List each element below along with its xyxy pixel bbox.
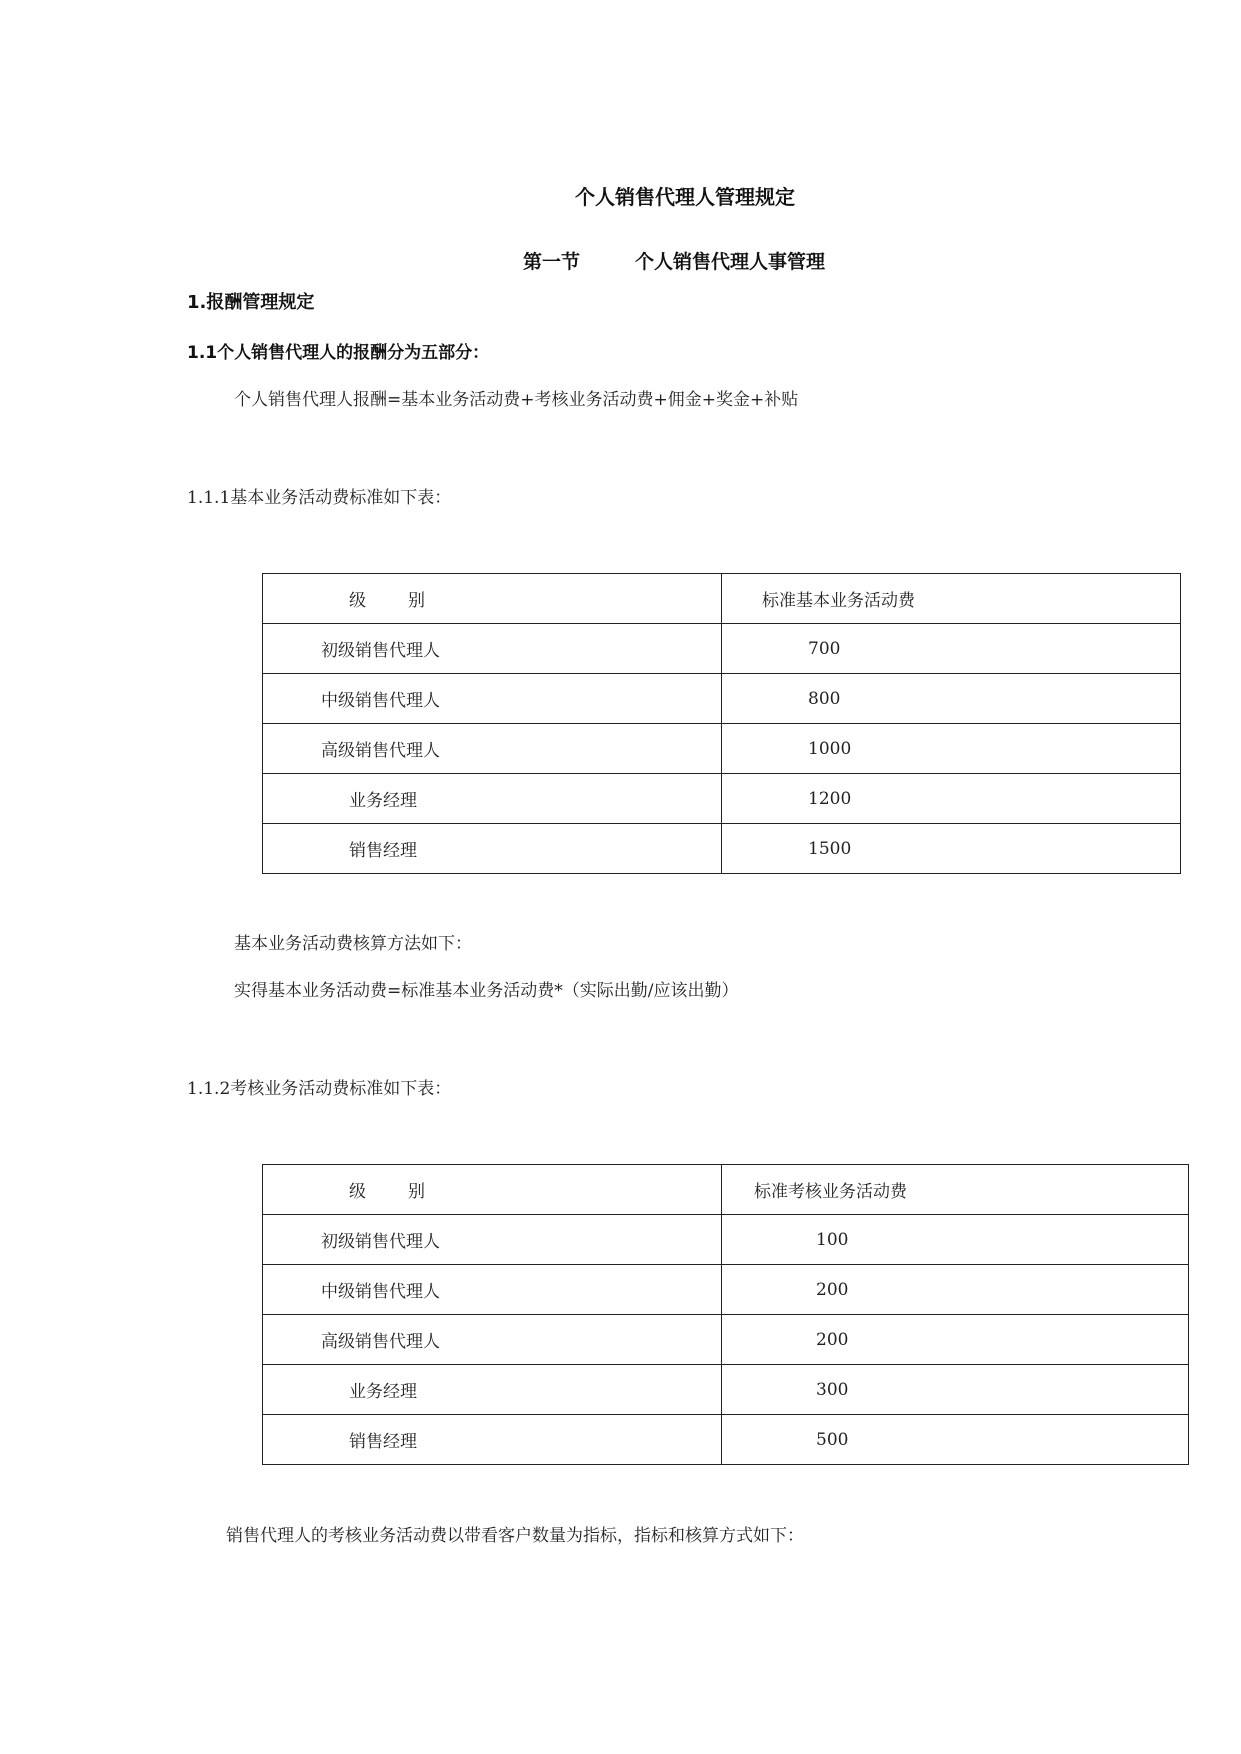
basic-fee-table	[262, 573, 1181, 874]
table-row	[263, 624, 1181, 674]
table-cell-level: 高级销售代理人	[263, 724, 722, 774]
table-cell-level: 业务经理	[263, 1365, 722, 1415]
assessment-fee-closing-text: 销售代理人的考核业务活动费以带看客户数量为指标，指标和核算方式如下：	[226, 1526, 804, 1546]
table-cell-level: 初级销售代理人	[263, 1215, 722, 1265]
remuneration-formula: 个人销售代理人报酬=基本业务活动费+考核业务活动费+佣金+奖金+补贴	[234, 390, 799, 410]
table-row	[263, 1415, 1189, 1465]
table-cell-level: 初级销售代理人	[263, 624, 722, 674]
table-header-standard-fee: 标准考核业务活动费	[722, 1165, 1189, 1215]
table-cell-value: 100	[722, 1215, 1189, 1265]
assessment-fee-table	[262, 1164, 1189, 1465]
table-row	[263, 724, 1181, 774]
table-cell-level: 高级销售代理人	[263, 1315, 722, 1365]
table-cell-value: 1000	[722, 724, 1181, 774]
header-level-char-a: 级	[349, 591, 366, 611]
table-cell-value: 1500	[722, 824, 1181, 874]
document-title: 个人销售代理人管理规定	[575, 185, 795, 209]
table-cell-value: 700	[722, 624, 1181, 674]
table-cell-level: 中级销售代理人	[263, 674, 722, 724]
table-cell-level: 业务经理	[263, 774, 722, 824]
heading-remuneration-rules: 1.报酬管理规定	[187, 292, 315, 313]
heading-remuneration-parts: 1.1个人销售代理人的报酬分为五部分：	[187, 343, 490, 363]
table-row	[263, 824, 1181, 874]
table-cell-value: 800	[722, 674, 1181, 724]
table-cell-level: 中级销售代理人	[263, 1265, 722, 1315]
section-label: 第一节	[523, 251, 581, 273]
table-row	[263, 1365, 1189, 1415]
table-cell-value: 1200	[722, 774, 1181, 824]
table-cell-value: 200	[722, 1265, 1189, 1315]
heading-basic-fee-table: 1.1.1基本业务活动费标准如下表：	[187, 488, 452, 508]
table-cell-value: 300	[722, 1365, 1189, 1415]
table-cell-level: 销售经理	[263, 1415, 722, 1465]
table-cell-value: 500	[722, 1415, 1189, 1465]
table-cell-level: 销售经理	[263, 824, 722, 874]
table-header-level	[263, 1165, 722, 1215]
heading-assessment-fee-table: 1.1.2考核业务活动费标准如下表：	[187, 1079, 452, 1099]
basic-fee-method-formula: 实得基本业务活动费=标准基本业务活动费*（实际出勤/应该出勤）	[234, 981, 739, 1001]
table-row	[263, 1215, 1189, 1265]
table-row	[263, 774, 1181, 824]
table-header-row	[263, 574, 1181, 624]
table-header-level	[263, 574, 722, 624]
table-header-standard-fee: 标准基本业务活动费	[722, 574, 1181, 624]
header-level-char-b: 别	[408, 1182, 425, 1202]
basic-fee-method-title: 基本业务活动费核算方法如下：	[234, 934, 472, 954]
table-row	[263, 1315, 1189, 1365]
section-title: 个人销售代理人事管理	[635, 251, 826, 273]
header-level-char-b: 别	[408, 591, 425, 611]
table-cell-value: 200	[722, 1315, 1189, 1365]
table-row	[263, 1265, 1189, 1315]
table-header-row	[263, 1165, 1189, 1215]
table-row	[263, 674, 1181, 724]
header-level-char-a: 级	[349, 1182, 366, 1202]
